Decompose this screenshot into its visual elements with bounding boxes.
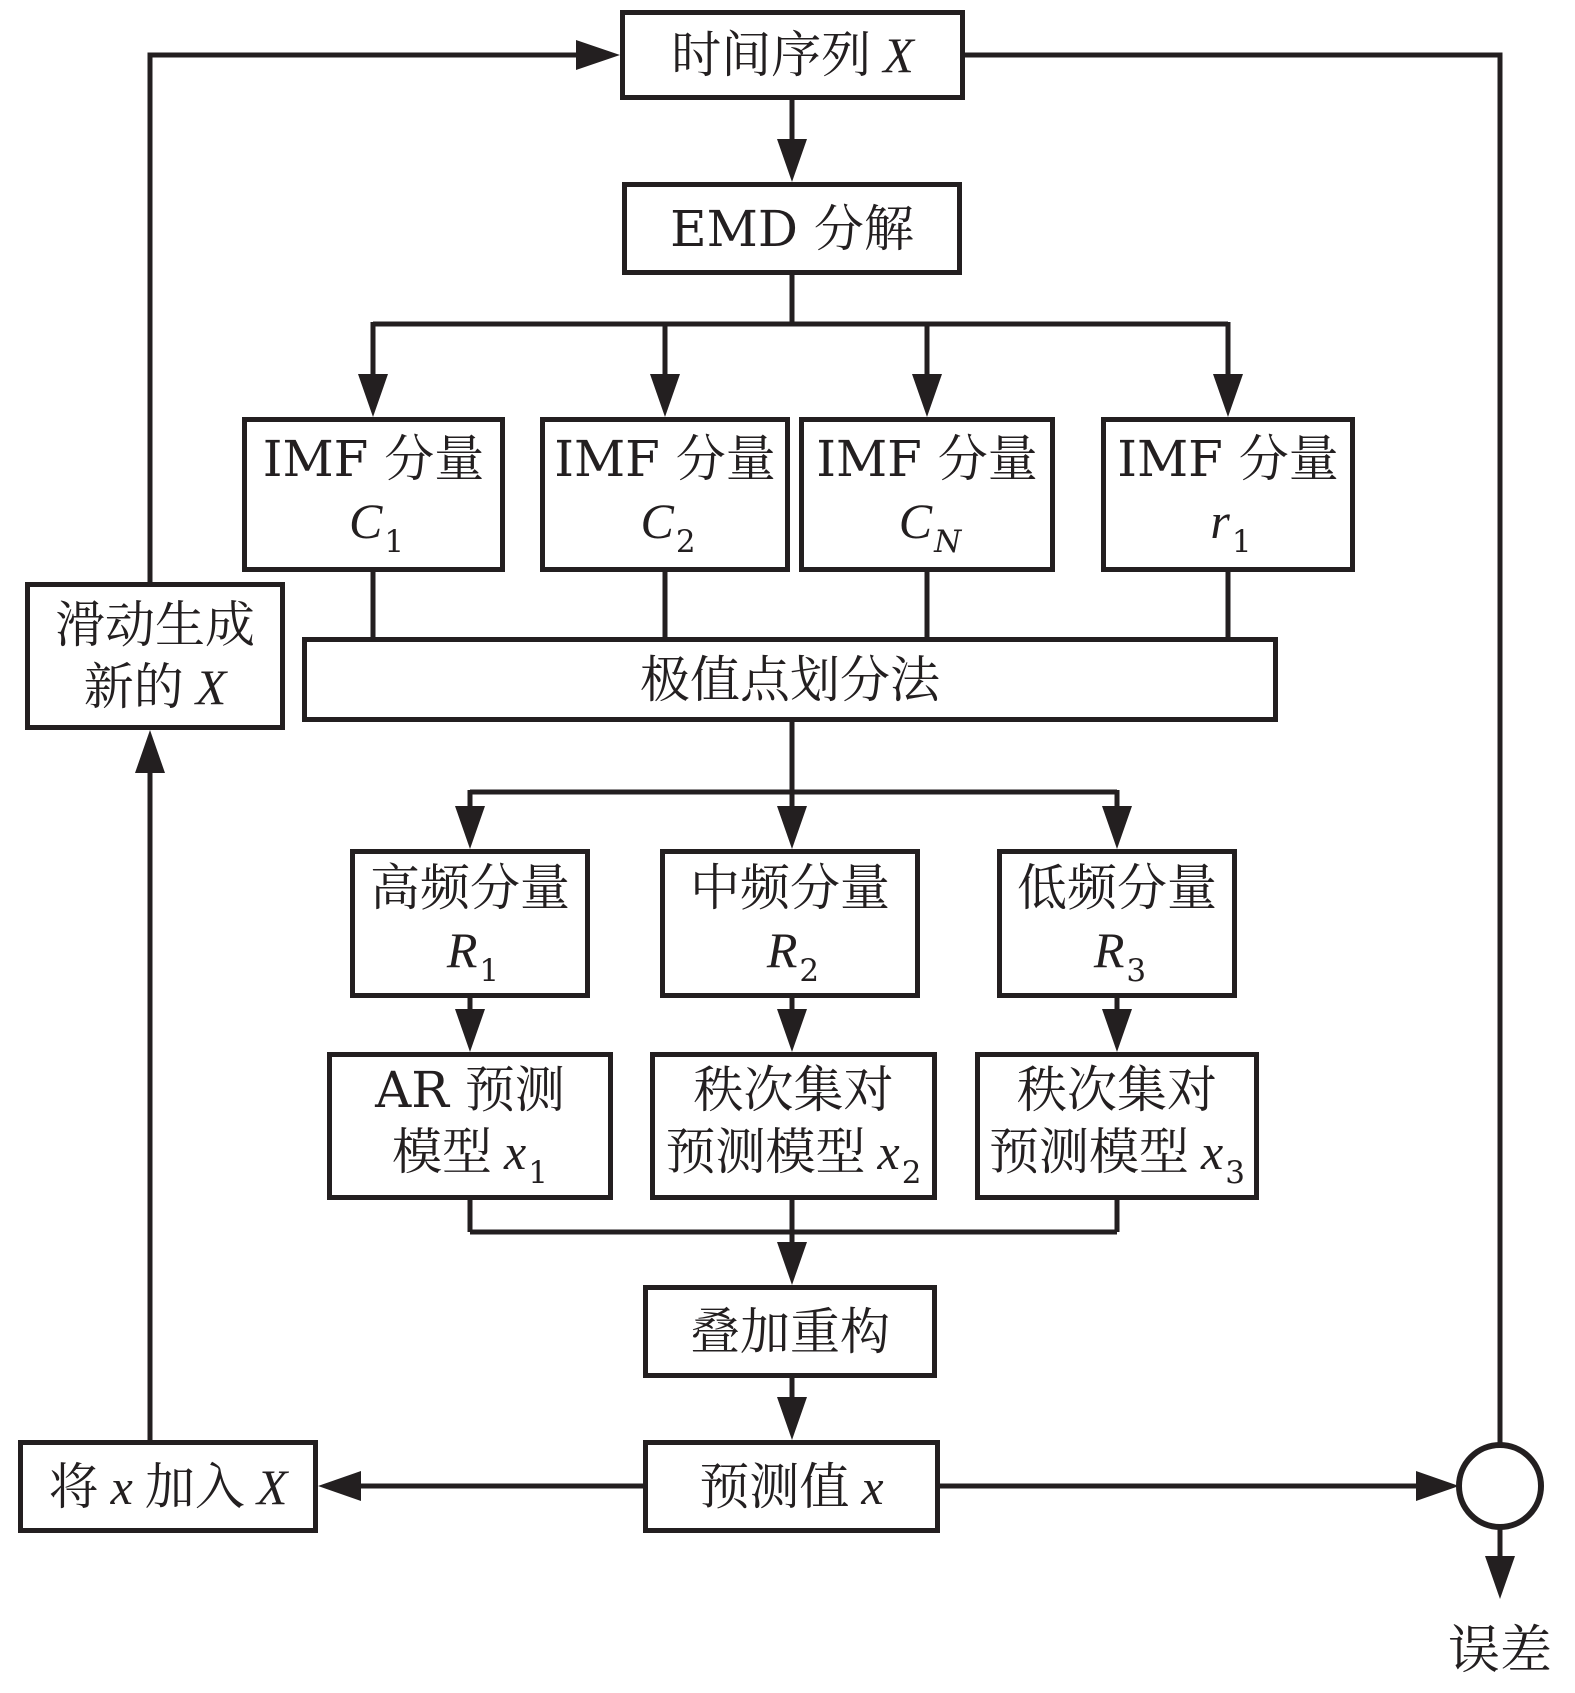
lines-imf-to-bar xyxy=(373,572,1228,637)
node-extreme-point-partition: 极值点划分法 xyxy=(302,637,1278,722)
line-timeseries-to-comparator xyxy=(963,55,1500,1446)
node-imf-r1: IMF 分量 $r_1$ xyxy=(1101,417,1355,572)
arrows-emd-to-imf xyxy=(358,273,1243,417)
math-var-X: X xyxy=(883,27,914,83)
math-var-C1: C xyxy=(348,492,383,549)
node-time-series: 时间序列 X xyxy=(620,10,965,100)
node-imf-c1: IMF 分量 $C_1$ xyxy=(242,417,505,572)
node-append-x-to-series: 将 x 加入 X xyxy=(18,1440,318,1533)
math-var-r1: r xyxy=(1210,492,1230,549)
node-ar-prediction-model: AR 预测 模型 $x_1$ xyxy=(327,1052,613,1200)
math-var-x-pred: x xyxy=(861,1458,884,1515)
arrow-reconstruct-to-predicted xyxy=(777,1378,807,1440)
math-var-CN: C xyxy=(898,492,933,549)
arrow-append-to-sliding xyxy=(135,730,165,1440)
node-rank-set-pair-model-x3: 秩次集对 预测模型 $x_3$ xyxy=(975,1052,1259,1200)
error-output-label: 误差 xyxy=(1447,1621,1552,1681)
node-low-frequency-r3: 低频分量 $R_3$ xyxy=(997,849,1237,998)
arrow-timeseries-to-emd xyxy=(777,100,807,182)
math-var-x3: x xyxy=(1201,1124,1224,1181)
arrow-predicted-to-append xyxy=(318,1471,643,1501)
math-var-x2: x xyxy=(877,1124,900,1181)
node-predicted-value: 预测值 x xyxy=(643,1440,940,1533)
math-var-x1: x xyxy=(504,1124,527,1181)
node-imf-cn: IMF 分量 $C_N$ xyxy=(799,417,1055,572)
math-var-R2: R xyxy=(766,921,798,978)
arrows-bar-to-frequency xyxy=(455,722,1132,849)
arrow-predicted-to-comparator xyxy=(940,1471,1459,1501)
math-var-X-big: X xyxy=(256,1458,288,1515)
math-var-x-small: x xyxy=(110,1458,133,1515)
comparator-circle xyxy=(1459,1445,1541,1527)
math-var-C2: C xyxy=(640,492,674,549)
math-var-newX: X xyxy=(195,659,227,715)
math-var-R3: R xyxy=(1093,921,1125,978)
arrows-frequency-to-model xyxy=(455,998,1132,1052)
arrows-models-to-reconstruct xyxy=(470,1200,1117,1285)
node-imf-c2: IMF 分量 $C_2$ xyxy=(540,417,790,572)
node-emd-decomposition: EMD 分解 xyxy=(622,182,962,275)
node-rank-set-pair-model-x2: 秩次集对 预测模型 $x_2$ xyxy=(650,1052,937,1200)
math-var-R1: R xyxy=(446,921,478,978)
node-sliding-generate-new-x: 滑动生成 新的 X xyxy=(25,582,285,730)
arrow-comparator-to-error xyxy=(1485,1527,1515,1599)
node-high-frequency-r1: 高频分量 $R_1$ xyxy=(350,849,590,998)
node-superposition-reconstruction: 叠加重构 xyxy=(643,1285,937,1378)
node-mid-frequency-r2: 中频分量 $R_2$ xyxy=(660,849,920,998)
